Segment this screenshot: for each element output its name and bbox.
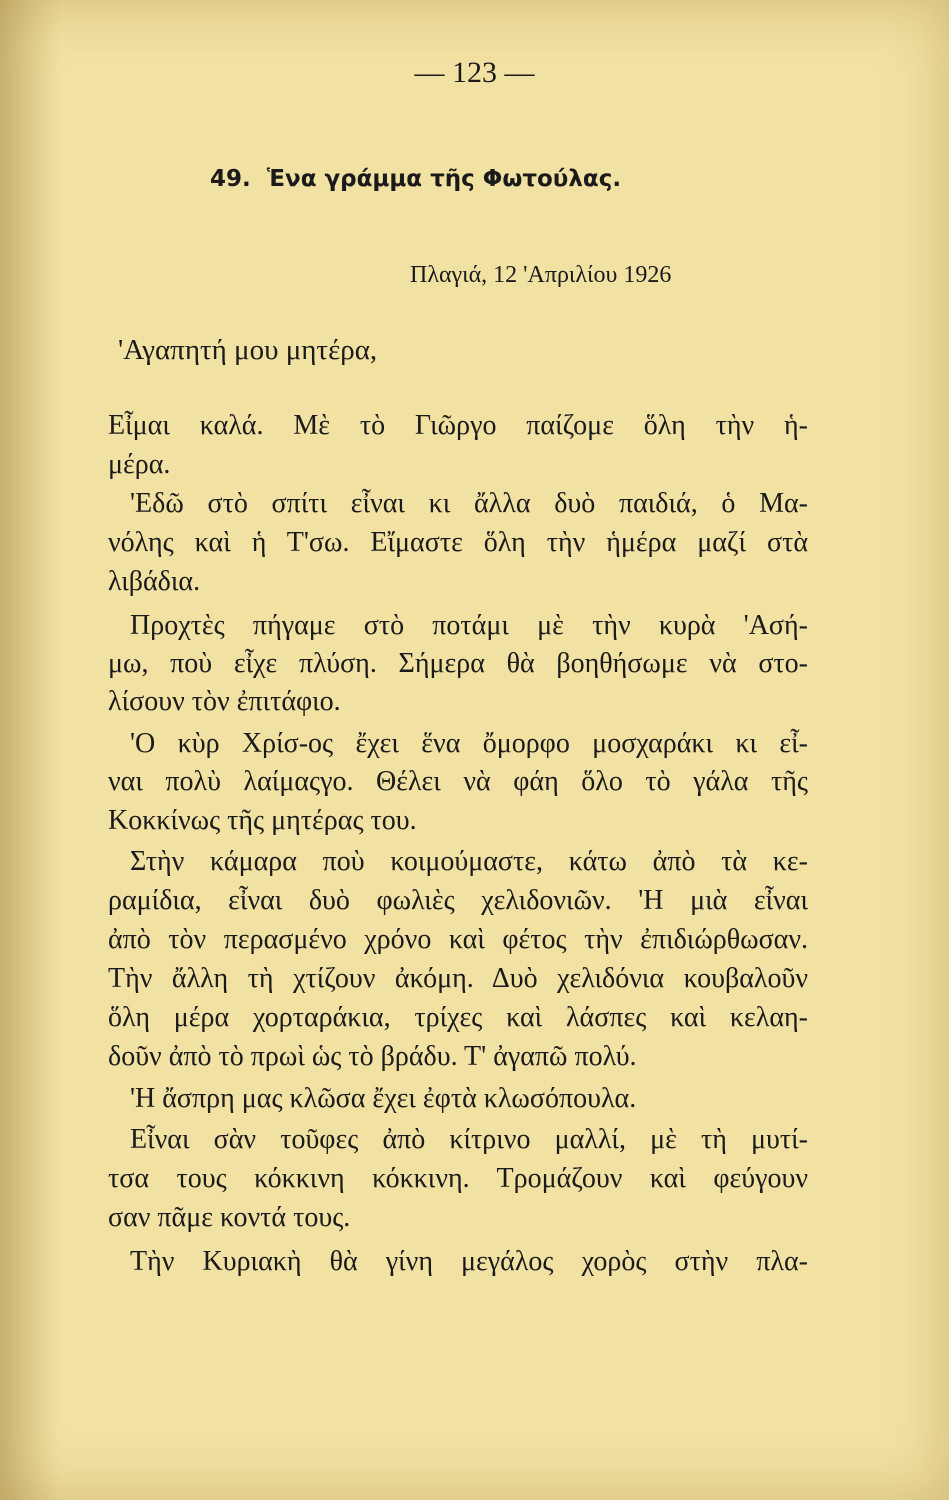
section-heading xyxy=(210,166,621,192)
letter-salutation: 'Αγαπητή μου μητέρα, xyxy=(118,334,378,366)
text-line: Εἶμαι καλά. Μὲ τὸ Γιῶργο παίζομε ὅλη τὴν ἡ- xyxy=(108,410,808,441)
page-number: — 123 — xyxy=(414,56,535,89)
text-line: ραμίδια, εἶναι δυὸ φωλιὲς χελιδονιῶν. 'Η μιὰ εἶναι xyxy=(108,885,808,916)
text-line: λίσουν τὸν ἐπιτάφιο. xyxy=(108,686,341,717)
text-line: ναι πολὺ λαίμαςγο. Θέλει νὰ φάη ὅλο τὸ γάλα τῆς xyxy=(108,766,808,797)
text-line: 'Η ἄσπρη μας κλῶσα ἔχει ἐφτὰ κλωσόπουλα. xyxy=(130,1083,637,1114)
text-line: 'Εδῶ στὸ σπίτι εἶναι κι ἄλλα δυὸ παιδιά, ὁ Μα- xyxy=(130,488,808,519)
text-line: ἀπὸ τὸν περασμένο χρόνο καὶ φέτος τὴν ἐπιδιώρθωσαν. xyxy=(108,924,808,955)
text-line: νόλης καὶ ἡ Τ'σω. Εἴμαστε ὅλη τὴν ἡμέρα μαζί στὰ xyxy=(108,527,808,558)
text-line: Προχτὲς πήγαμε στὸ ποτάμι μὲ τὴν κυρὰ 'Ασή- xyxy=(130,610,808,641)
text-line: σαν πᾶμε κοντά τους. xyxy=(108,1202,351,1233)
text-line: Στὴν κάμαρα ποὺ κοιμούμαστε, κάτω ἀπὸ τὰ κε- xyxy=(130,846,808,877)
text-line: τσα τους κόκκινη κόκκινη. Τρομάζουν καὶ φεύγουν xyxy=(108,1163,808,1194)
text-line: Εἶναι σὰν τοῦφες ἀπὸ κίτρινο μαλλί, μὲ τὴ μυτί- xyxy=(130,1124,808,1155)
text-line: μω, ποὺ εἶχε πλύση. Σήμερα θὰ βοηθήσωμε νὰ στο- xyxy=(108,648,808,679)
text-line: Κοκκίνως τῆς μητέρας του. xyxy=(108,805,417,836)
text-line: 'Ο κὺρ Χρίσ-ος ἔχει ἕνα ὄμορφο μοσχαράκι κι εἶ- xyxy=(130,728,808,759)
section-title: Ἑνα γράμμα τῆς Φωτούλας. xyxy=(266,166,622,192)
text-line: λιβάδια. xyxy=(108,566,201,597)
text-line: Τὴν Κυριακὴ θὰ γίνη μεγάλος χορὸς στὴν πλα- xyxy=(130,1246,808,1277)
letter-dateline: Πλαγιά, 12 'Απριλίου 1926 xyxy=(410,262,672,288)
text-line: μέρα. xyxy=(108,449,171,480)
text-line: ὅλη μέρα χορταράκια, τρίχες καὶ λάσπες καὶ κελαη- xyxy=(108,1002,808,1033)
page-edge-shadow xyxy=(0,0,60,1500)
section-number: 49. xyxy=(210,166,251,192)
text-line: Τὴν ἄλλη τὴ χτίζουν ἀκόμη. Δυὸ χελιδόνια κουβαλοῦν xyxy=(108,963,808,994)
text-line: δοῦν ἀπὸ τὸ πρωὶ ὡς τὸ βράδυ. Τ' ἀγαπῶ πολύ. xyxy=(108,1041,637,1072)
